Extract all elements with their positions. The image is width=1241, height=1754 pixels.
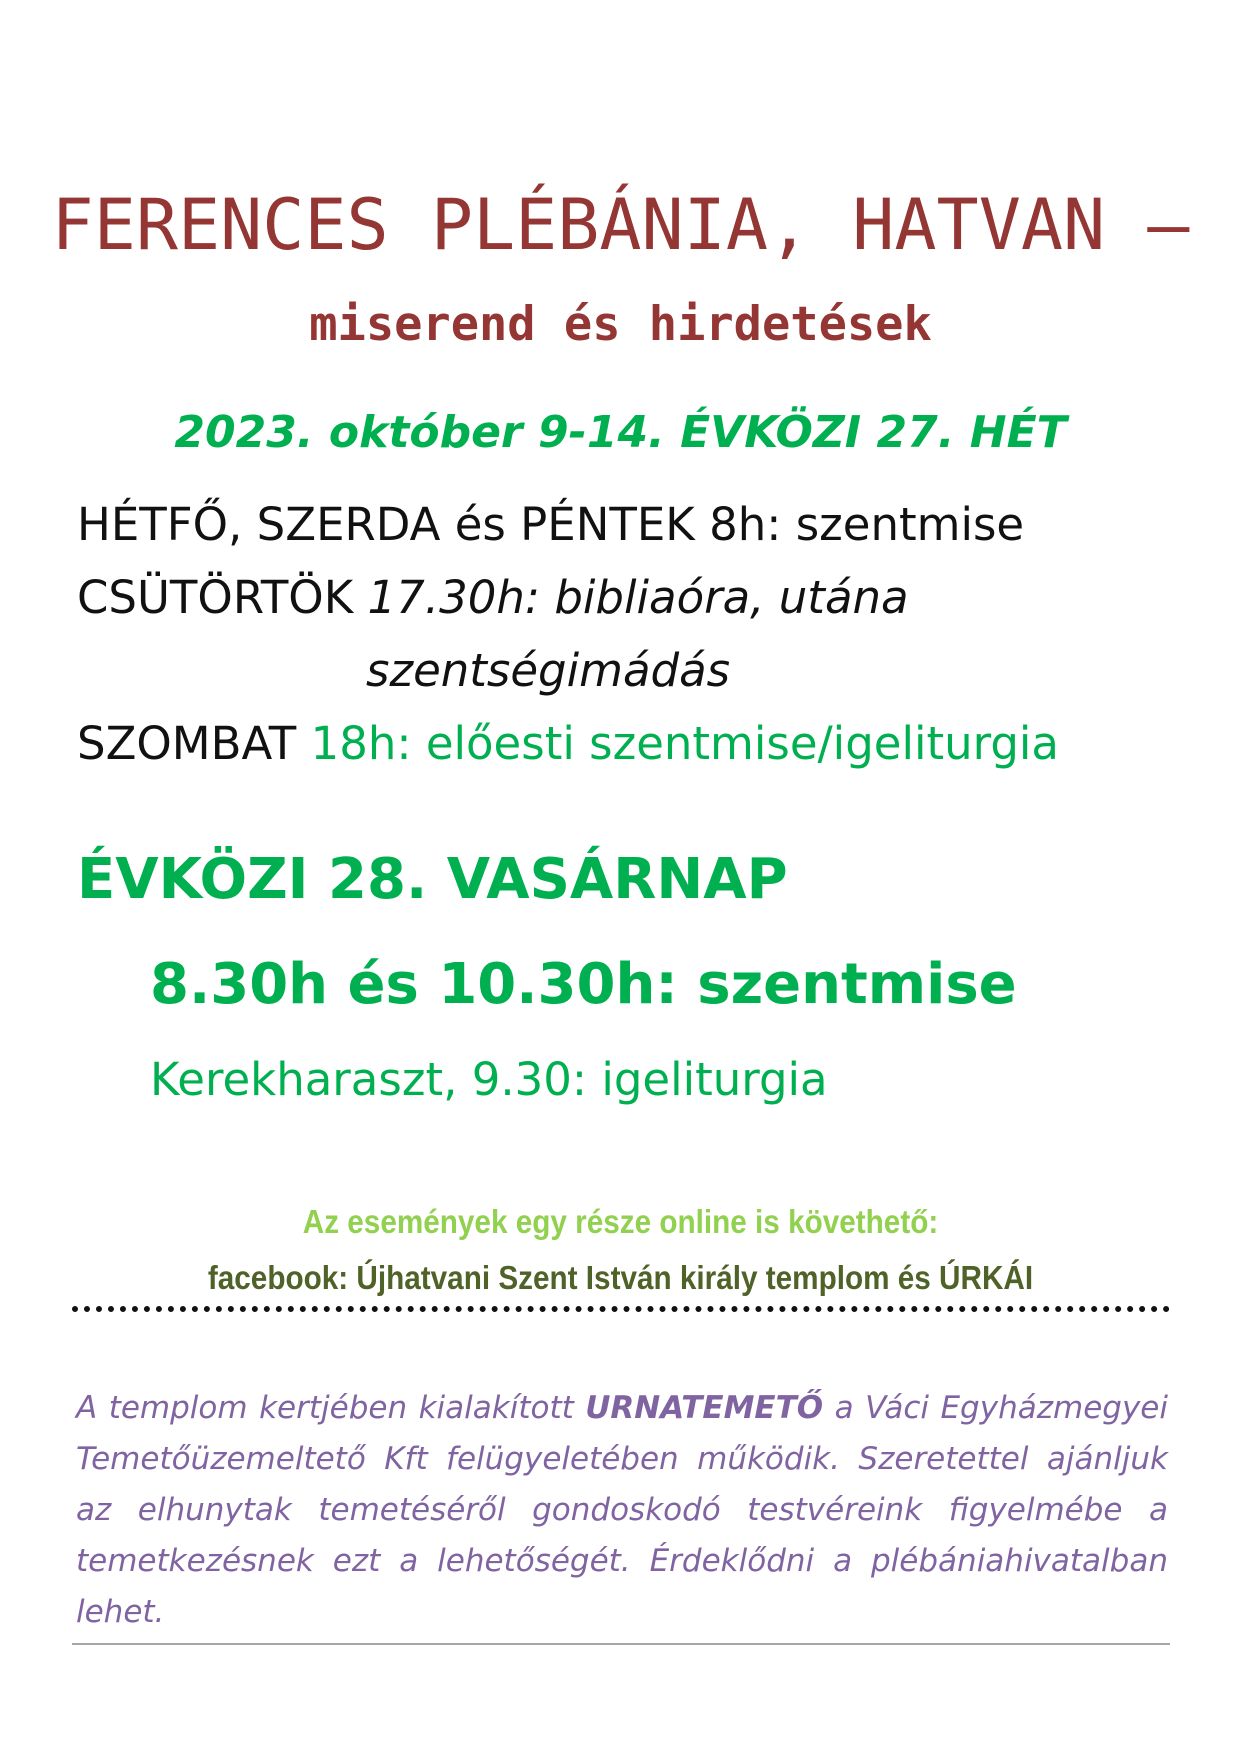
- facebook-note: facebook: Újhatvani Szent István király templom és ÚRKÁI: [207, 1259, 1034, 1296]
- parish-title: FERENCES PLÉBÁNIA, HATVAN –: [51, 184, 1190, 266]
- sunday-title: ÉVKÖZI 28. VASÁRNAP: [77, 847, 788, 912]
- urn-cemetery-notice: [76, 1383, 1168, 1638]
- thursday-line: [77, 563, 909, 633]
- weekday-masses: HÉTFŐ, SZERDA és PÉNTEK 8h: szentmise: [77, 498, 1025, 551]
- week-heading: 2023. október 9-14. ÉVKÖZI 27. HÉT: [174, 407, 1067, 458]
- dotted-divider: [72, 1306, 1170, 1312]
- sunday-masses: 8.30h és 10.30h: szentmise: [150, 952, 1017, 1017]
- saturday-event: 18h: előesti szentmise/igeliturgia: [310, 717, 1059, 770]
- online-note: Az események egy része online is követhető:: [302, 1203, 939, 1240]
- notice-highlight: URNATEMETŐ: [585, 1390, 824, 1426]
- kerekharaszt-service: Kerekharaszt, 9.30: igeliturgia: [150, 1053, 828, 1106]
- saturday-line: [77, 709, 1059, 779]
- parish-subtitle: miserend és hirdetések: [309, 297, 932, 352]
- thursday-event: 17.30h: bibliaóra, utána: [367, 571, 909, 624]
- saturday-day: SZOMBAT: [77, 717, 311, 770]
- notice-text-after: a Váci Egyházmegyei Temetőüzemeltető Kft felügyeletében működik. Szeretettel ajánljuk az elhunytak temetéséről gondoskodó testvéreink figyelmébe a temetkezésnek ezt a lehetőségét. Érdeklődni a plébániahivatalban lehet.: [76, 1390, 1168, 1630]
- thursday-day: CSÜTÖRTÖK: [77, 571, 368, 624]
- notice-text-before: A templom kertjében kialakított: [76, 1390, 586, 1426]
- bottom-divider: [72, 1643, 1170, 1645]
- thursday-event-continued: szentségimádás: [366, 644, 731, 697]
